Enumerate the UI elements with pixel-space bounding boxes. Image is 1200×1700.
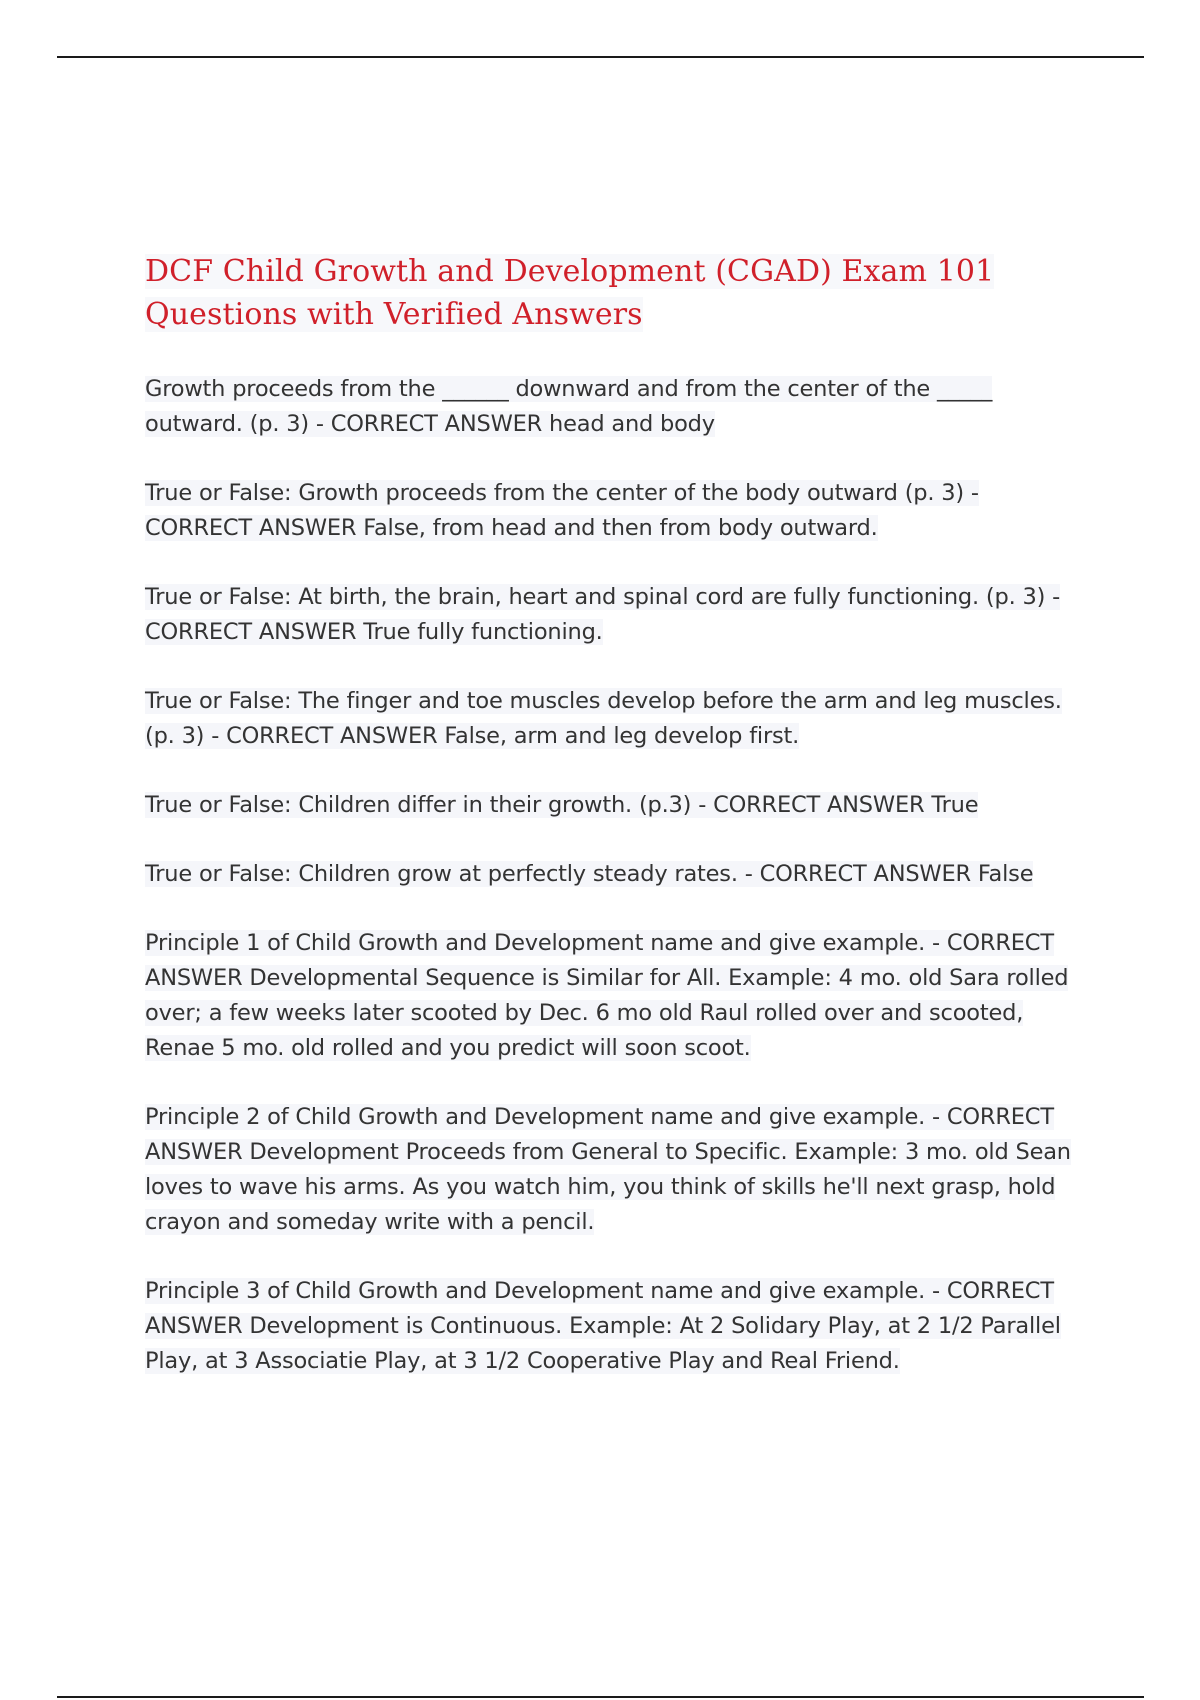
document-body — [145, 250, 1090, 1413]
qa-item: True or False: The finger and toe muscles develop before the arm and leg muscles. (p. 3) - CORRECT ANSWER False, arm and leg develop first. — [145, 688, 1062, 749]
qa-item: True or False: At birth, the brain, heart and spinal cord are fully functioning. (p. 3) - CORRECT ANSWER True fully functioning. — [145, 584, 1061, 645]
document-title: DCF Child Growth and Development (CGAD) Exam 101 Questions with Verified Answers — [145, 254, 995, 332]
qa-item: Growth proceeds from the ______ downward and from the center of the _____ outward. (p. 3) - CORRECT ANSWER head and body — [145, 376, 993, 437]
qa-item: Principle 3 of Child Growth and Development name and give example. - CORRECT ANSWER Development is Continuous. Example: At 2 Solidary Play, at 2 1/2 Parallel Play, at 3 Associatie Play, at 3 1/2 Cooperative Play and Real Friend. — [145, 1278, 1061, 1374]
qa-item: Principle 2 of Child Growth and Development name and give example. - CORRECT ANSWER Development Proceeds from General to Specific. Example: 3 mo. old Sean loves to wave his arms. As you watch him, you think of skills he'll next grasp, hold crayon and someday write with a pencil. — [145, 1104, 1071, 1235]
header-rule — [57, 56, 1144, 58]
qa-item: True or False: Growth proceeds from the center of the body outward (p. 3) - CORRECT ANSWER False, from head and then from body outward. — [145, 480, 979, 541]
qa-item: True or False: Children differ in their growth. (p.3) - CORRECT ANSWER True — [145, 792, 979, 818]
qa-item: Principle 1 of Child Growth and Development name and give example. - CORRECT ANSWER Developmental Sequence is Similar for All. Example: 4 mo. old Sara rolled over; a few weeks later scooted by Dec. 6 mo old Raul rolled over and scooted, Renae 5 mo. old rolled and you predict will soon scoot. — [145, 930, 1069, 1061]
qa-item: True or False: Children grow at perfectly steady rates. - CORRECT ANSWER False — [145, 861, 1034, 887]
footer-rule — [57, 1696, 1144, 1698]
